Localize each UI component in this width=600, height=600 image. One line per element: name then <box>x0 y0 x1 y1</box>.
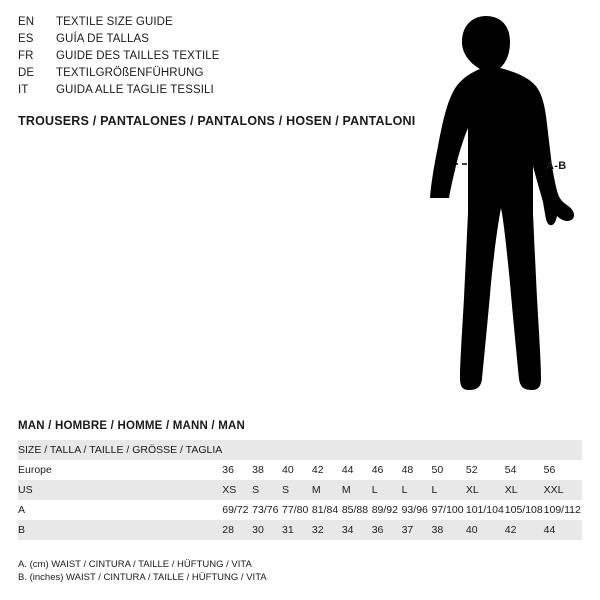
row-label: Europe <box>18 464 52 476</box>
language-code: EN <box>18 16 35 28</box>
figure-illustration <box>400 8 590 408</box>
size-table-section <box>18 420 582 540</box>
row-label: US <box>18 480 222 500</box>
cell: XS <box>222 480 252 500</box>
language-row <box>18 67 348 84</box>
cell: L <box>431 480 465 500</box>
row-label: A <box>18 504 26 516</box>
size-table <box>18 440 582 540</box>
cell <box>466 440 505 460</box>
table-row <box>18 500 582 520</box>
cell: 89/92 <box>371 504 398 516</box>
cell: 37 <box>402 520 432 540</box>
table-heading: MAN / HOMBRE / HOMME / MANN / MAN <box>18 420 246 432</box>
cell: 77/80 <box>282 504 309 516</box>
cell: S <box>282 480 312 500</box>
footnotes <box>18 558 267 584</box>
cell <box>372 440 402 460</box>
row-label: SIZE / TALLA / TAILLE / GRÖSSE / TAGLIA <box>18 440 222 460</box>
row-label: B <box>18 520 222 540</box>
cell: 38 <box>431 520 465 540</box>
cell: 101/104 <box>465 504 504 516</box>
cell: 36 <box>222 464 234 476</box>
cell: S <box>252 480 282 500</box>
table-row <box>18 480 582 500</box>
cell: 40 <box>282 464 294 476</box>
language-row <box>18 50 348 67</box>
cell: 42 <box>311 464 324 476</box>
language-row <box>18 33 348 50</box>
cell: 54 <box>504 464 517 476</box>
page-title: TROUSERS / PANTALONES / PANTALONS / HOSEN / PANTALONI <box>18 114 416 128</box>
cell: 44 <box>544 520 582 540</box>
footnote-a: A. (cm) WAIST / CINTURA / TAILLE / HÜFTUNG / VITA <box>18 559 252 570</box>
language-text: TEXTILGRÖßENFÜHRUNG <box>56 67 204 79</box>
cell: M <box>342 480 372 500</box>
cell <box>544 440 582 460</box>
cell: 109/112 <box>543 504 581 516</box>
language-text: GUÍA DE TALLAS <box>56 33 150 45</box>
cell: 36 <box>372 520 402 540</box>
table-row <box>18 520 582 540</box>
language-text: TEXTILE SIZE GUIDE <box>56 16 173 28</box>
cell: 44 <box>341 464 354 476</box>
cell: 52 <box>465 464 478 476</box>
table-row <box>18 460 582 480</box>
cell: 48 <box>401 464 414 476</box>
footnote-b: B. (inches) WAIST / CINTURA / TAILLE / HÜFTUNG / VITA <box>18 572 267 583</box>
language-code: IT <box>18 84 29 96</box>
language-code: ES <box>18 33 34 45</box>
cell: XXL <box>544 480 582 500</box>
cell: L <box>372 480 402 500</box>
cell: 34 <box>342 520 372 540</box>
language-code: FR <box>18 50 34 62</box>
cell: M <box>312 480 342 500</box>
cell: 97/100 <box>431 504 464 516</box>
cell: XL <box>505 480 544 500</box>
cell <box>252 440 282 460</box>
cell: 28 <box>222 520 252 540</box>
cell: L <box>402 480 432 500</box>
cell: 40 <box>466 520 505 540</box>
table-row <box>18 440 582 460</box>
cell: 32 <box>312 520 342 540</box>
cell <box>222 440 252 460</box>
cell <box>282 440 312 460</box>
cell: 46 <box>371 464 384 476</box>
cell: 105/108 <box>504 504 543 516</box>
language-text: GUIDA ALLE TAGLIE TESSILI <box>56 84 214 96</box>
cell: 93/96 <box>401 504 428 516</box>
language-text: GUIDE DES TAILLES TEXTILE <box>56 50 220 62</box>
cell: 69/72 <box>222 504 249 516</box>
cell <box>431 440 465 460</box>
cell <box>312 440 342 460</box>
cell: 73/76 <box>252 504 279 516</box>
cell: 85/88 <box>341 504 369 516</box>
cell: 56 <box>543 464 556 476</box>
man-silhouette-icon <box>400 8 590 408</box>
measure-label-ab: A-B <box>546 160 567 172</box>
cell <box>505 440 544 460</box>
cell: XL <box>466 480 505 500</box>
cell <box>342 440 372 460</box>
language-row <box>18 84 348 101</box>
cell: 30 <box>252 520 282 540</box>
language-list <box>18 16 348 101</box>
cell: 38 <box>252 464 264 476</box>
cell: 81/84 <box>311 504 339 516</box>
cell: 31 <box>282 520 312 540</box>
cell: 50 <box>431 464 444 476</box>
cell <box>402 440 432 460</box>
cell: 42 <box>505 520 544 540</box>
language-row <box>18 16 348 33</box>
language-code: DE <box>18 67 35 79</box>
